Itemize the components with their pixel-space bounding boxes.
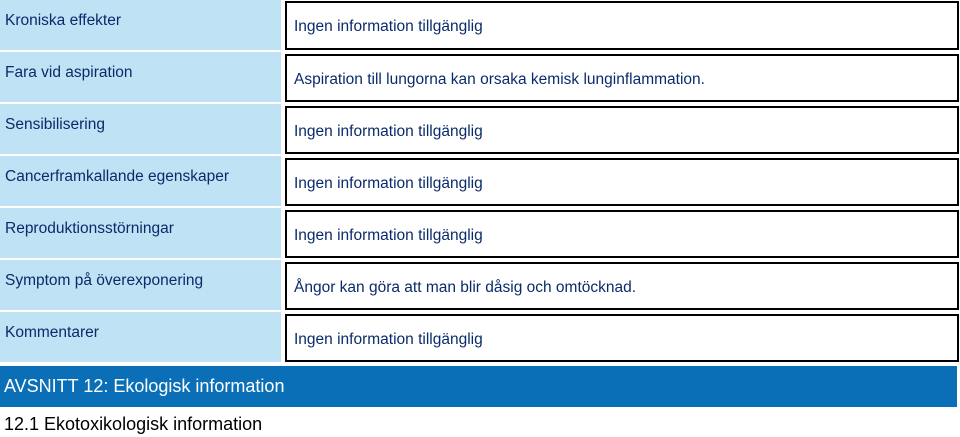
table-row-overexposure-symptoms — [0, 260, 960, 312]
row-label: Fara vid aspiration — [0, 52, 281, 104]
row-label: Kommentarer — [0, 312, 281, 364]
row-value: Aspiration till lungorna kan orsaka kemisk lunginflammation. — [285, 54, 959, 102]
row-label: Symptom på överexponering — [0, 260, 281, 312]
row-value: Ingen information tillgänglig — [285, 314, 959, 362]
row-label: Kroniska effekter — [0, 0, 281, 52]
row-value: Ingen information tillgänglig — [285, 1, 959, 50]
row-value: Ingen information tillgänglig — [285, 210, 959, 258]
table-row-carcinogenicity — [0, 156, 960, 208]
table-row-aspiration-hazard — [0, 52, 960, 104]
row-value: Ångor kan göra att man blir dåsig och omtöcknad. — [285, 262, 959, 310]
row-label: Sensibilisering — [0, 104, 281, 156]
table-row-reproductive-toxicity — [0, 208, 960, 260]
row-value: Ingen information tillgänglig — [285, 158, 959, 206]
row-label: Reproduktionsstörningar — [0, 208, 281, 260]
table-row-chronic-effects — [0, 0, 960, 52]
row-label: Cancerframkallande egenskaper — [0, 156, 281, 208]
subsection-heading: 12.1 Ekotoxikologisk information — [4, 414, 263, 434]
row-value: Ingen information tillgänglig — [285, 106, 959, 154]
table-row-comments — [0, 312, 960, 364]
table-row-sensitisation — [0, 104, 960, 156]
section-heading: AVSNITT 12: Ekologisk information — [0, 366, 957, 407]
